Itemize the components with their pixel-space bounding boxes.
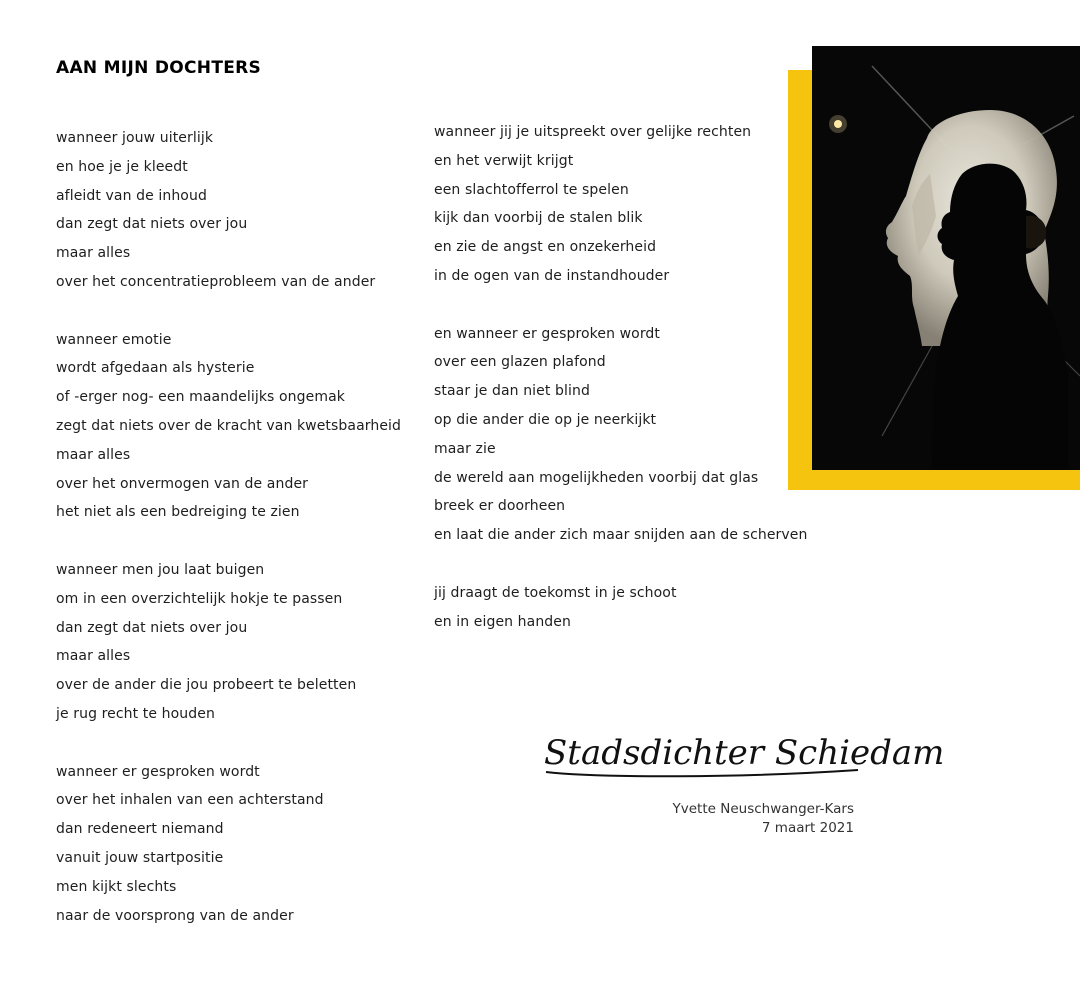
poem-line: wanneer er gesproken wordt [56, 763, 260, 780]
poem-line: en het verwijt krijgt [434, 152, 574, 169]
poem-line: een slachtofferrol te spelen [434, 181, 629, 198]
stanza [434, 579, 808, 637]
poem-line: over het onvermogen van de ander [56, 475, 309, 492]
poem-line: op die ander die op je neerkijkt [434, 411, 657, 428]
poem-right-column [434, 118, 808, 665]
poem-line: en in eigen handen [434, 613, 571, 630]
silhouette-photo [812, 46, 1080, 470]
poem-line: over de ander die jou probeert te beletten [56, 677, 357, 694]
poem-line: maar alles [56, 245, 131, 262]
stanza [56, 758, 401, 931]
poem-line: wordt afgedaan als hysterie [56, 360, 255, 377]
poem-line: over het concentratieprobleem van de ander [56, 273, 376, 290]
poem-line: in de ogen van de instandhouder [434, 267, 670, 284]
poem-line: dan zegt dat niets over jou [56, 216, 248, 233]
poem-line: men kijkt slechts [56, 878, 177, 895]
poem-line: vanuit jouw startpositie [56, 849, 224, 866]
poem-line: maar alles [56, 648, 131, 665]
poem-line: naar de voorsprong van de ander [56, 907, 294, 924]
poem-line: staar je dan niet blind [434, 383, 590, 400]
poem-line: en hoe je je kleedt [56, 158, 188, 175]
poem-line: het niet als een bedreiging te zien [56, 504, 300, 521]
poem-line: zegt dat niets over de kracht van kwetsbaarheid [56, 417, 402, 434]
poem-line: en zie de angst en onzekerheid [434, 239, 657, 256]
stadsdichter-logo [540, 712, 945, 792]
logo-lettering: Stadsdichter Schiedam [544, 733, 945, 773]
stanza [56, 556, 401, 729]
poem-line: en wanneer er gesproken wordt [434, 325, 661, 342]
poem-line: over een glazen plafond [434, 354, 606, 371]
poem-line: wanneer jij je uitspreekt over gelijke rechten [434, 124, 752, 140]
photo-frame [788, 46, 1080, 492]
author-credit [673, 800, 854, 838]
poem-line: kijk dan voorbij de stalen blik [434, 210, 643, 227]
poem-line: om in een overzichtelijk hokje te passen [56, 590, 343, 607]
poem-line: afleidt van de inhoud [56, 187, 207, 204]
poem-title: AAN MIJN DOCHTERS [56, 58, 262, 78]
stanza [56, 326, 401, 528]
poem-line: of -erger nog- een maandelijks ongemak [56, 389, 345, 406]
poem-line: breek er doorheen [434, 498, 566, 515]
poem-line: jij draagt de toekomst in je schoot [434, 584, 677, 601]
poem-line: maar zie [434, 440, 496, 457]
poem-line: over het inhalen van een achterstand [56, 792, 324, 809]
poem-left-column [56, 124, 401, 959]
poem-line: dan redeneert niemand [56, 821, 224, 838]
poem-line: je rug recht te houden [56, 705, 215, 722]
poem-line: wanneer men jou laat buigen [56, 561, 265, 578]
stanza [434, 320, 808, 550]
poem-line: dan zegt dat niets over jou [56, 619, 248, 636]
poem-line: en laat die ander zich maar snijden aan de scherven [434, 527, 808, 544]
stanza [56, 124, 401, 297]
poem-date: 7 maart 2021 [761, 820, 854, 836]
poem-line: maar alles [56, 446, 131, 463]
poem-line: wanneer jouw uiterlijk [56, 130, 214, 146]
poem-line: wanneer emotie [56, 331, 172, 348]
poem-line: de wereld aan mogelijkheden voorbij dat glas [434, 469, 759, 486]
author-name: Yvette Neuschwanger-Kars [672, 801, 854, 817]
stanza [434, 118, 808, 291]
